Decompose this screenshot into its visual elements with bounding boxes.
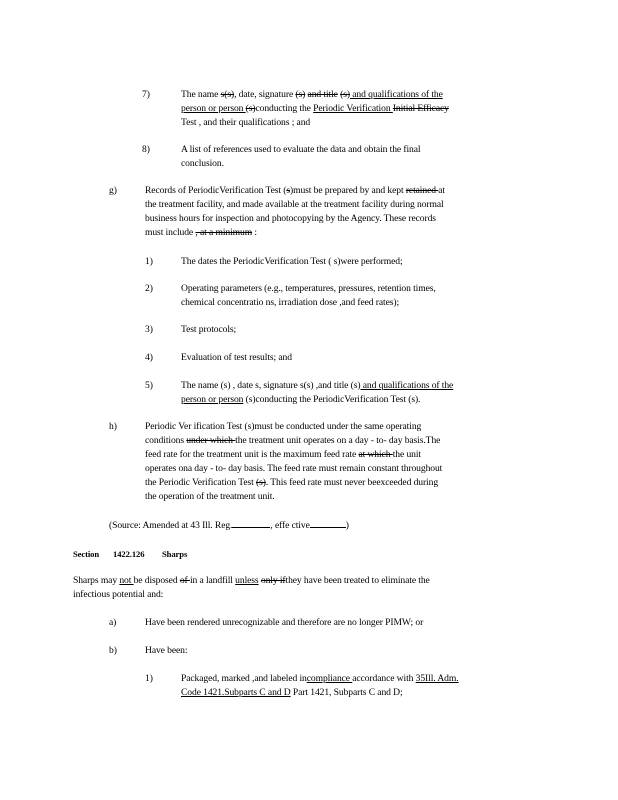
paragraph-g-label: g): [109, 185, 117, 196]
g-item-3-text: Test protocols;: [181, 324, 237, 335]
paragraph-h-line-2: conditions under which the treatment unit operates on a day - to- day basis.The: [145, 435, 441, 446]
g-item-2-label: 2): [145, 283, 153, 294]
paragraph-g-line-3: business hours for inspection and photocopying by the Agency. These records: [145, 213, 436, 224]
item-8-line-2: conclusion.: [181, 158, 224, 169]
sharps-line-1: Sharps may not be disposed of in a landfill unless only ifthey have been treated to eliminate the: [73, 575, 430, 586]
sharps-b1-label: 1): [145, 673, 153, 684]
paragraph-h-line-4: operates ona day - to- day basis. The feed rate must remain constant throughout: [145, 463, 443, 474]
sharps-b-label: b): [109, 645, 117, 656]
item-8-line-1: A list of references used to evaluate the data and obtain the final: [181, 144, 421, 155]
g-item-4-text: Evaluation of test results; and: [181, 352, 292, 363]
paragraph-g-line-1: Records of PeriodicVerification Test (s)must be prepared by and kept retained at: [145, 185, 445, 196]
section-heading-label: Section: [73, 549, 100, 559]
paragraph-h-line-1: Periodic Ver ification Test (s)must be conducted under the same operating: [145, 421, 422, 432]
sharps-a-text: Have been rendered unrecognizable and therefore are no longer PIMW; or: [145, 617, 424, 628]
g-item-1-label: 1): [145, 256, 153, 267]
paragraph-h-label: h): [109, 421, 117, 432]
paragraph-h-line-5: the Periodic Verification Test (s). This feed rate must never beexceeded during: [145, 477, 439, 488]
sharps-b-text: Have been:: [145, 645, 188, 656]
g-item-2-line-2: chemical concentratio ns, irradiation dose ,and feed rates);: [181, 297, 400, 308]
item-7-line-2: person or person (s)conducting the Periodic Verification Initial Efficacy: [181, 103, 449, 114]
sharps-line-2: infectious potential and:: [73, 589, 164, 600]
item-7-line-3: Test , and their qualifications ; and: [181, 117, 311, 128]
section-title: Sharps: [162, 549, 188, 559]
g-item-3-label: 3): [145, 324, 153, 335]
sharps-a-label: a): [109, 617, 117, 628]
paragraph-g-line-4: must include , at a minimum :: [145, 227, 257, 238]
item-7-line-1: The name s(s), date, signature (s) and title (s) and qualifications of the: [181, 89, 443, 100]
g-item-4-label: 4): [145, 352, 153, 363]
sharps-b1-line-2: Code 1421.Subparts C and D Part 1421, Subparts C and D;: [181, 687, 403, 698]
paragraph-h-line-6: the operation of the treatment unit.: [145, 491, 275, 502]
sharps-b1-line-1: Packaged, marked ,and labeled incompliance accordance with 35Ill. Adm.: [181, 673, 459, 684]
item-8-label: 8): [142, 144, 150, 155]
item-7-label: 7): [142, 89, 150, 100]
section-number: 1422.126: [113, 549, 145, 559]
source-note: (Source: Amended at 43 Ill. Reg. , effe ctive ): [109, 520, 349, 531]
g-item-5-line-1: The name (s) , date s, signature s(s) ,and title (s) and qualifications of the: [181, 380, 454, 391]
paragraph-g-line-2: the treatment facility, and made available at the treatment facility during normal: [145, 199, 444, 210]
g-item-2-line-1: Operating parameters (e.g., temperatures, pressures, retention times,: [181, 283, 436, 294]
paragraph-h-line-3: feed rate for the treatment unit is the maximum feed rate at which the unit: [145, 449, 421, 460]
g-item-1-text: The dates the PeriodicVerification Test ( s)were performed;: [181, 256, 403, 267]
g-item-5-label: 5): [145, 380, 153, 391]
g-item-5-line-2: person or person (s)conducting the PeriodicVerification Test (s).: [181, 394, 421, 405]
